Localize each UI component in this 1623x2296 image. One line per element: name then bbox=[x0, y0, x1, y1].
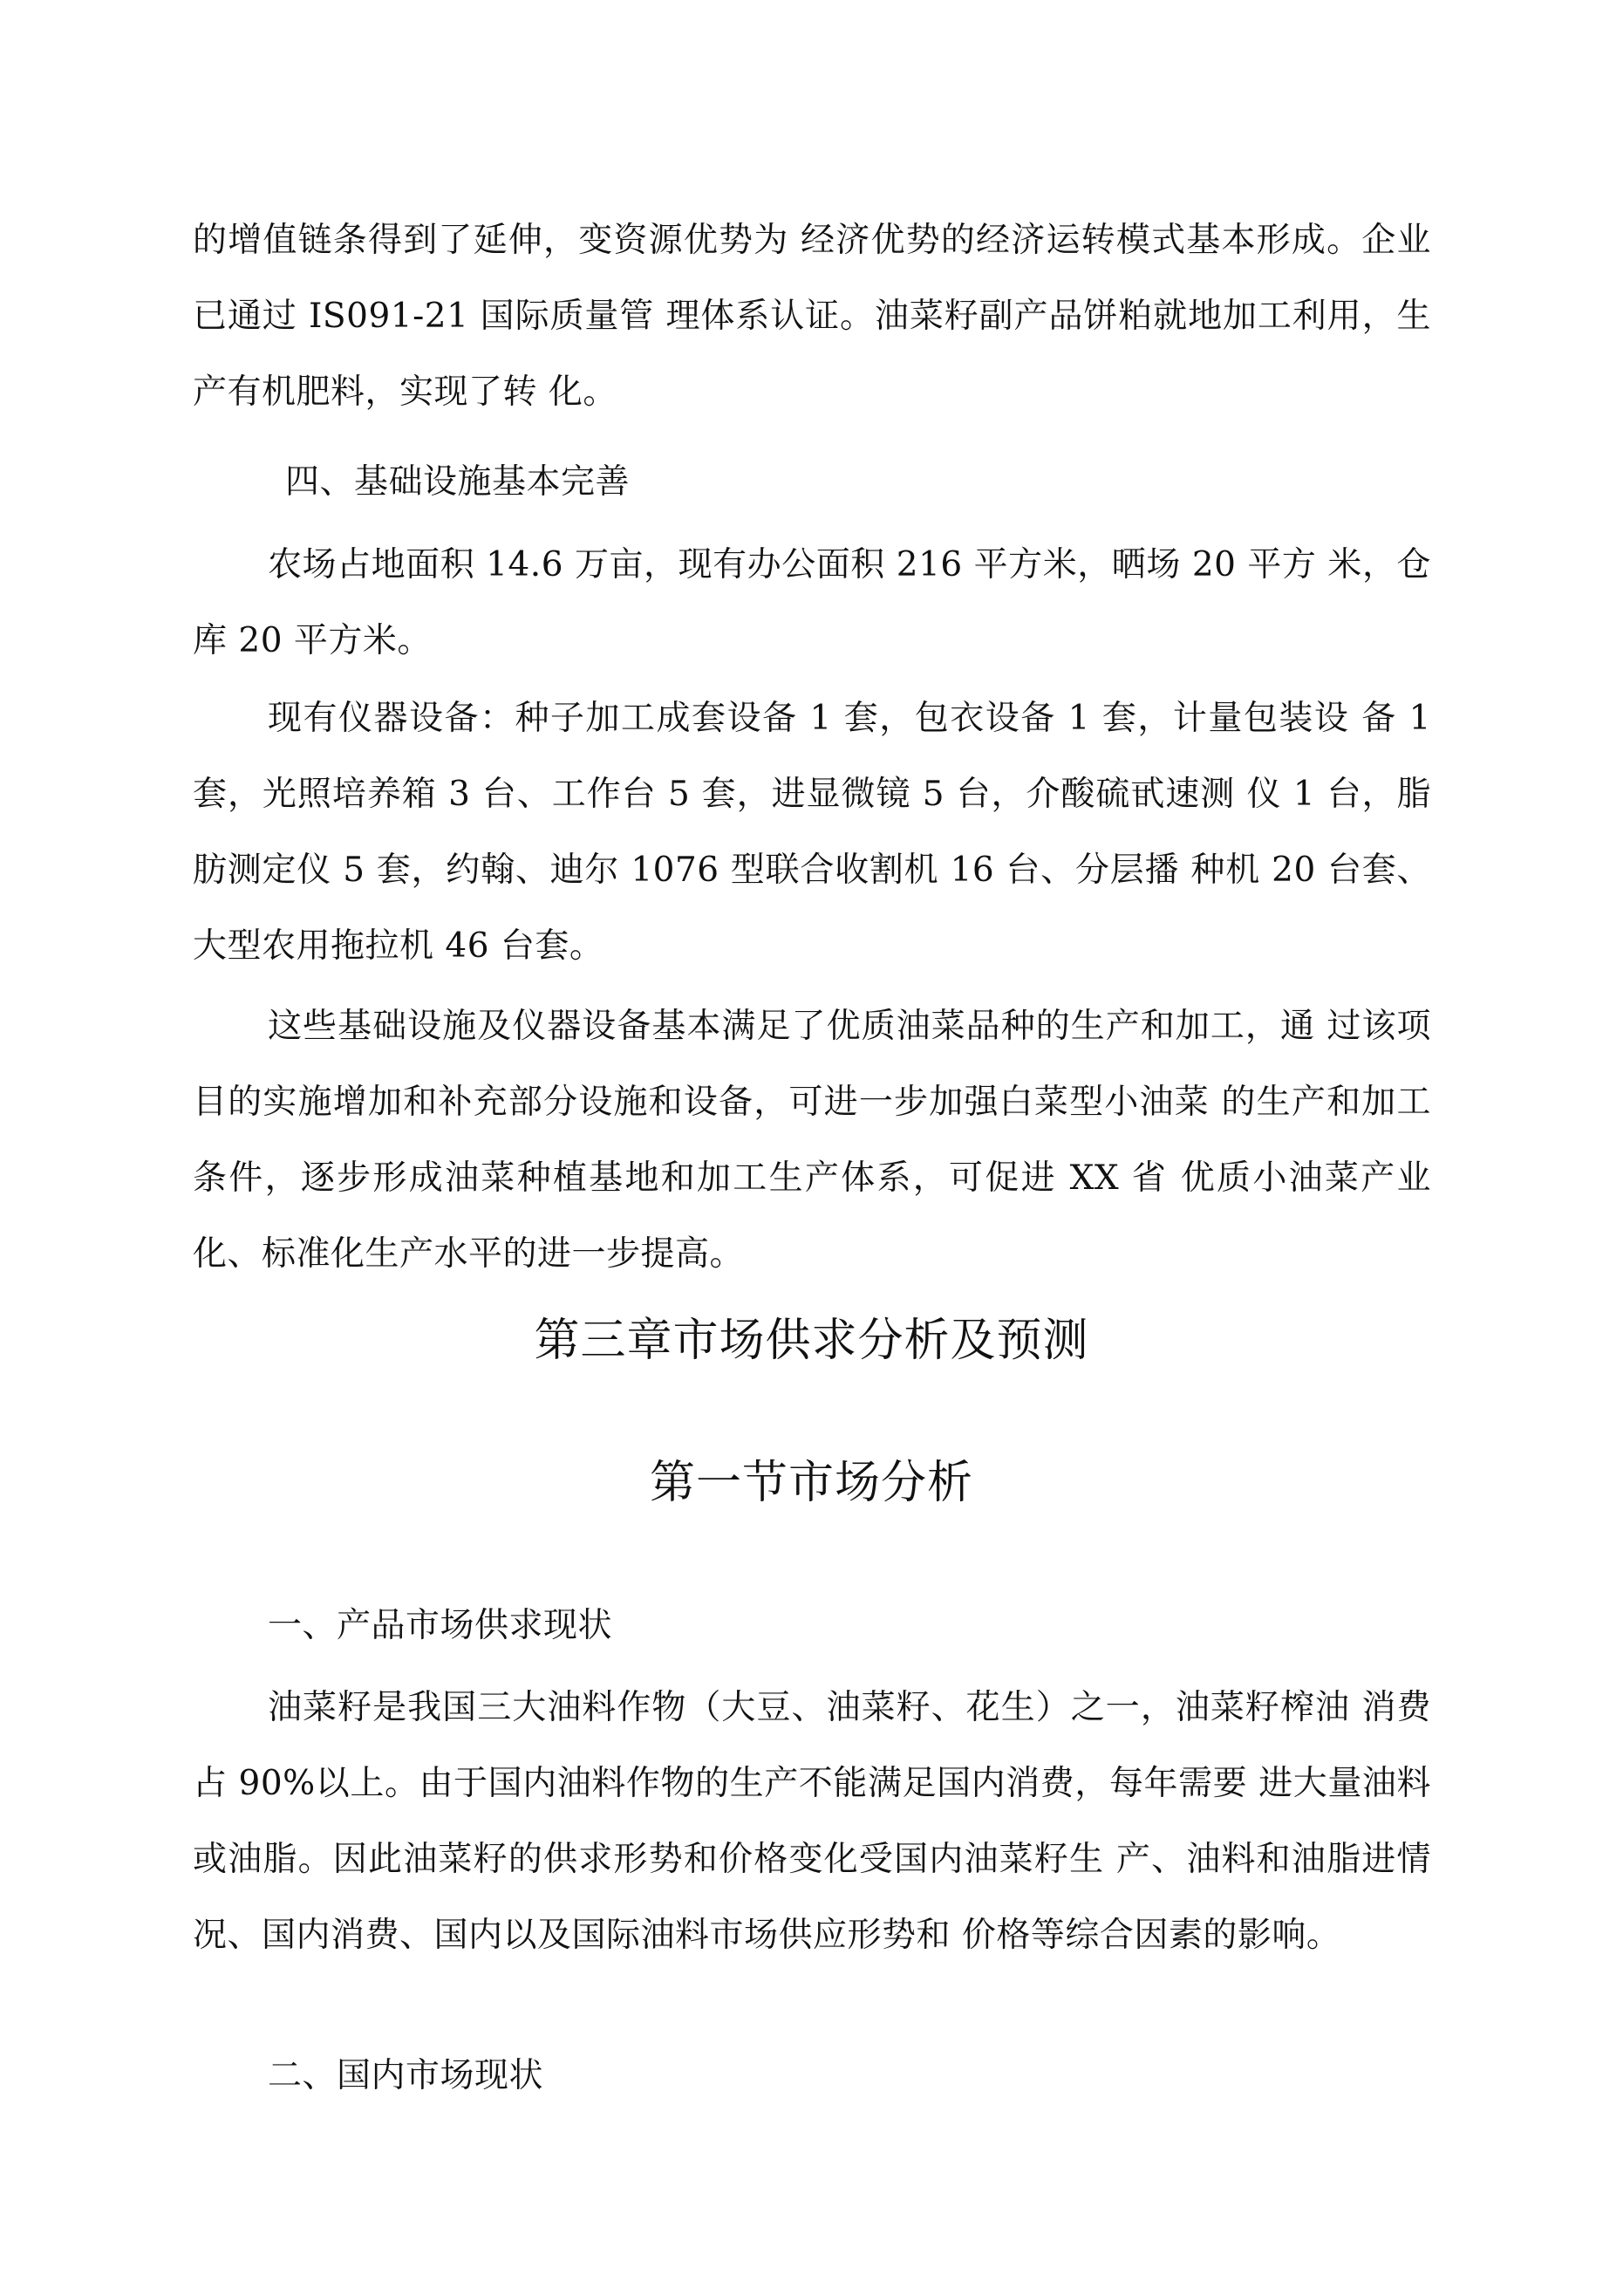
chapter-title: 第三章市场供求分析及预测 bbox=[534, 1315, 1089, 1367]
paragraph-rapeseed-market: 油菜籽是我国三大油料作物（大豆、油菜籽、花生）之一，油菜籽榨油 消费占 90%以上。由于国内油料作物的生产不能满足国内消费，每年需要 进大量油料或油脂。因此油菜籽的供求形势和价格变化受国内油菜籽生 产、油料和油脂进情况、国内消费、国内以及国际油料市场供应形势和 价格等综合因素的影响。 bbox=[193, 1688, 1431, 1955]
heading-domestic-market: 二、国内市场现状 bbox=[268, 2056, 544, 2095]
paragraph-farm-area: 农场占地面积 14.6 万亩，现有办公面积 216 平方米，晒场 20 平方 米，仓库 20 平方米。 bbox=[193, 545, 1431, 660]
heading-supply-demand: 一、产品市场供求现状 bbox=[268, 1606, 613, 1645]
paragraph-equipment: 现有仪器设备：种子加工成套设备 1 套，包衣设备 1 套，计量包装设 备 1 套，光照培养箱 3 台、工作台 5 套，进显微镜 5 台，介酸硫甙速测 仪 1 台，脂肪测定仪 5 套，约翰、迪尔 1076 型联合收割机 16 台、分层播 种机 20 台套、大型农用拖拉机 46 台套。 bbox=[193, 699, 1431, 966]
section-title: 第一节市场分析 bbox=[649, 1457, 973, 1509]
paragraph-infrastructure-summary: 这些基础设施及仪器设备基本满足了优质油菜品种的生产和加工，通 过该项目的实施增加和补充部分设施和设备，可进一步加强白菜型小油菜 的生产和加工条件，逐步形成油菜种植基地和加工生产体系，可促进 XX 省 优质小油菜产业化、标准化生产水平的进一步提高。 bbox=[193, 1007, 1431, 1274]
heading-infrastructure: 四、基础设施基本完善 bbox=[285, 462, 631, 502]
paragraph-value-chain: 的增值链条得到了延伸，变资源优势为 经济优势的经济运转模式基本形成。企业已通过 IS091-21 国际质量管 理体系认证。油菜籽副产品饼粕就地加工利用，生产有机肥料，实现了转 化。 bbox=[193, 221, 1431, 412]
